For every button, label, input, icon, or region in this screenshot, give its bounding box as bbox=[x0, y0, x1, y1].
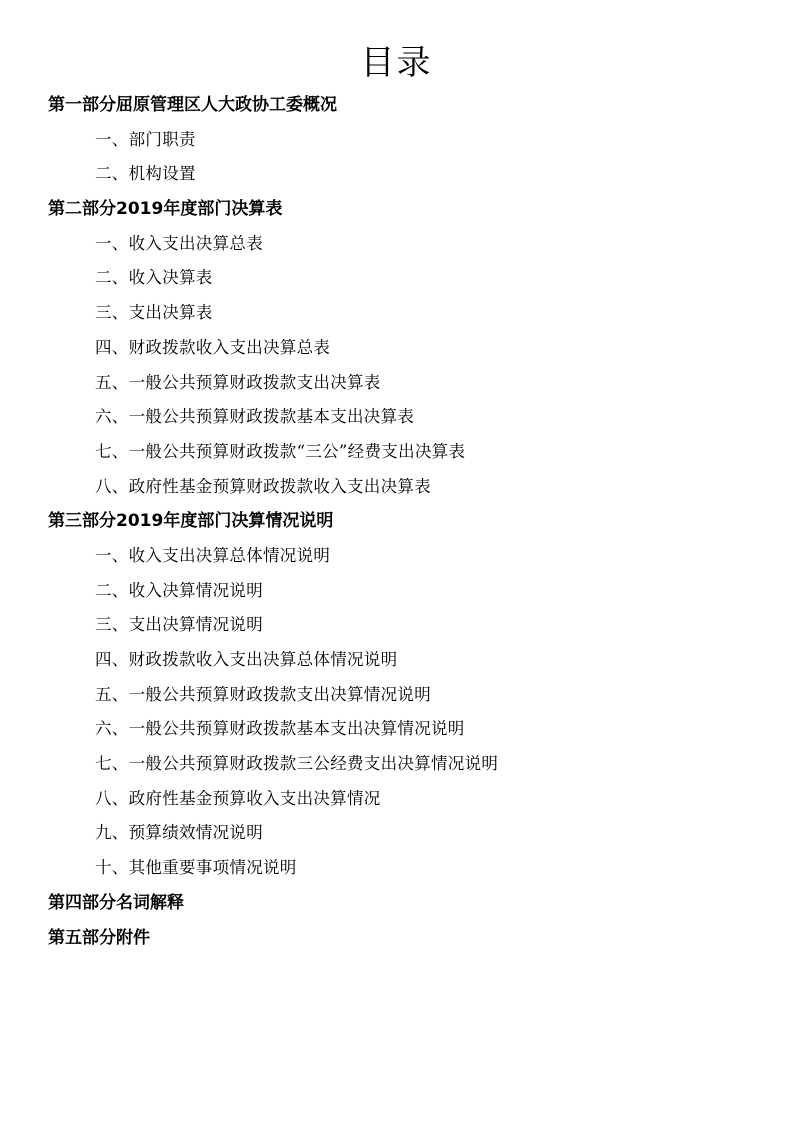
toc-item-3-4: 四、财政拨款收入支出决算总体情况说明 bbox=[95, 650, 398, 669]
toc-part-5: 第五部分附件 bbox=[48, 927, 150, 948]
toc-item-2-2: 二、收入决算表 bbox=[95, 268, 213, 288]
toc-item-2-6: 六、一般公共预算财政拨款基本支出决算表 bbox=[95, 407, 415, 427]
toc-item-3-10: 十、其他重要事项情况说明 bbox=[95, 858, 297, 878]
toc-item-3-9: 九、预算绩效情况说明 bbox=[95, 823, 263, 843]
toc-item-3-1: 一、收入支出决算总体情况说明 bbox=[95, 545, 331, 565]
page-title: 目录 bbox=[360, 43, 433, 83]
toc-item-2-1: 一、收入支出决算总表 bbox=[95, 233, 263, 253]
toc-item-3-5: 五、一般公共预算财政拨款支出决算情况说明 bbox=[95, 684, 431, 704]
toc-part-2: 第二部分2019年度部门决算表 bbox=[48, 199, 283, 220]
toc-item-3-6: 六、一般公共预算财政拨款基本支出决算情况说明 bbox=[95, 719, 465, 739]
toc-item-1-2: 二、机构设置 bbox=[95, 164, 196, 184]
table-of-contents bbox=[0, 88, 793, 955]
toc-item-3-2: 二、收入决算情况说明 bbox=[95, 580, 263, 600]
toc-item-3-7: 七、一般公共预算财政拨款三公经费支出决算情况说明 bbox=[95, 754, 499, 774]
toc-item-2-4: 四、财政拨款收入支出决算总表 bbox=[95, 337, 331, 357]
toc-item-2-7: 七、一般公共预算财政拨款“三公”经费支出决算表 bbox=[95, 441, 466, 461]
toc-item-2-5: 五、一般公共预算财政拨款支出决算表 bbox=[95, 372, 381, 392]
toc-item-2-8: 八、政府性基金预算财政拨款收入支出决算表 bbox=[95, 476, 431, 496]
toc-part-3: 第三部分2019年度部门决算情况说明 bbox=[48, 511, 334, 532]
toc-item-3-3: 三、支出决算情况说明 bbox=[95, 615, 263, 635]
toc-item-3-8: 八、政府性基金预算收入支出决算情况 bbox=[95, 788, 381, 808]
toc-item-2-3: 三、支出决算表 bbox=[95, 303, 213, 323]
toc-part-1: 第一部分屈原管理区人大政协工委概况 bbox=[48, 95, 337, 115]
toc-part-4: 第四部分名词解释 bbox=[48, 892, 184, 913]
toc-item-1-1: 一、部门职责 bbox=[95, 129, 196, 149]
